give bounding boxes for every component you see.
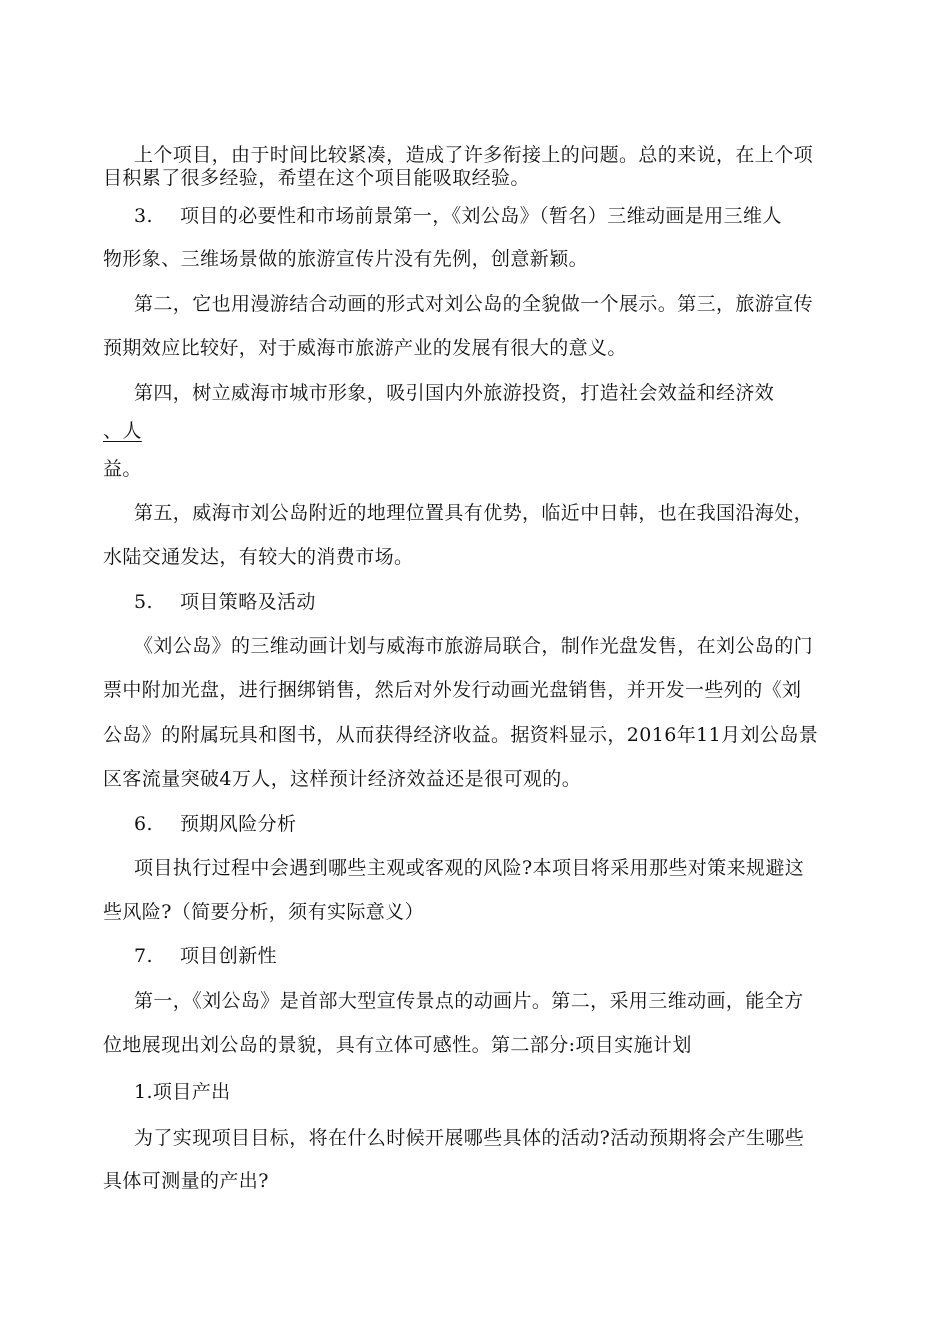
paragraph-line: 些风险?（简要分析，须有实际意义）	[103, 901, 424, 923]
paragraph-line: 第四，树立威海市城市形象，吸引国内外旅游投资，打造社会效益和经济效	[134, 382, 775, 404]
paragraph-line: 上个项目，由于时间比较紧凑，造成了许多衔接上的问题。总的来说，在上个项	[134, 144, 814, 166]
paragraph-line: 益。	[103, 458, 142, 480]
numbered-heading-6	[134, 812, 296, 836]
paragraph-line: 公岛》的附属玩具和图书，从而获得经济收益。据资料显示，2016年11月刘公岛景	[103, 724, 819, 746]
numbered-heading-5	[134, 590, 316, 614]
list-number: 3.	[134, 205, 153, 227]
list-number: 6.	[134, 813, 153, 835]
paragraph-line: 水陆交通发达，有较大的消费市场。	[103, 546, 414, 568]
heading-text: 项目策略及活动	[180, 591, 316, 613]
paragraph-line: 物形象、三维场景做的旅游宣传片没有先例，创意新颖。	[103, 248, 589, 270]
underlined-fragment: 、人	[103, 420, 142, 442]
paragraph-line: 第二，它也用漫游结合动画的形式对刘公岛的全貌做一个展示。第三，旅游宣传	[134, 293, 814, 315]
paragraph-line: 第一，《刘公岛》是首部大型宣传景点的动画片。第二，采用三维动画，能全方	[134, 990, 804, 1012]
paragraph-line: 为了实现项目目标，将在什么时候开展哪些具体的活动?活动预期将会产生哪些	[134, 1127, 805, 1149]
heading-text: 项目创新性	[180, 945, 278, 967]
paragraph-line: 具体可测量的产出?	[103, 1170, 269, 1192]
paragraph-line: 区客流量突破4万人，这样预计经济效益还是很可观的。	[103, 768, 582, 790]
paragraph-line: 位地展现出刘公岛的景貌，具有立体可感性。第二部分:项目实施计划	[103, 1034, 692, 1056]
list-number: 7.	[134, 945, 153, 967]
numbered-heading-7	[134, 944, 277, 968]
section-heading: 1.项目产出	[134, 1081, 231, 1103]
list-number: 5.	[134, 591, 153, 613]
paragraph-line: 项目执行过程中会遇到哪些主观或客观的风险?本项目将采用那些对策来规避这	[134, 857, 805, 879]
numbered-heading-3	[134, 204, 782, 228]
paragraph-line: 目积累了很多经验，希望在这个项目能吸取经验。	[103, 167, 530, 189]
paragraph-line: 票中附加光盘，进行捆绑销售，然后对外发行动画光盘销售，并开发一些列的《刘	[103, 679, 802, 701]
paragraph-line: 第五，威海市刘公岛附近的地理位置具有优势，临近中日韩，也在我国沿海处，	[134, 502, 814, 524]
paragraph-line: 预期效应比较好，对于威海市旅游产业的发展有很大的意义。	[103, 337, 627, 359]
paragraph-line: 《刘公岛》的三维动画计划与威海市旅游局联合，制作光盘发售，在刘公岛的门	[134, 635, 814, 657]
heading-text: 项目的必要性和市场前景第一，《刘公岛》（暂名）三维动画是用三维人	[180, 205, 782, 227]
heading-text: 预期风险分析	[180, 813, 297, 835]
